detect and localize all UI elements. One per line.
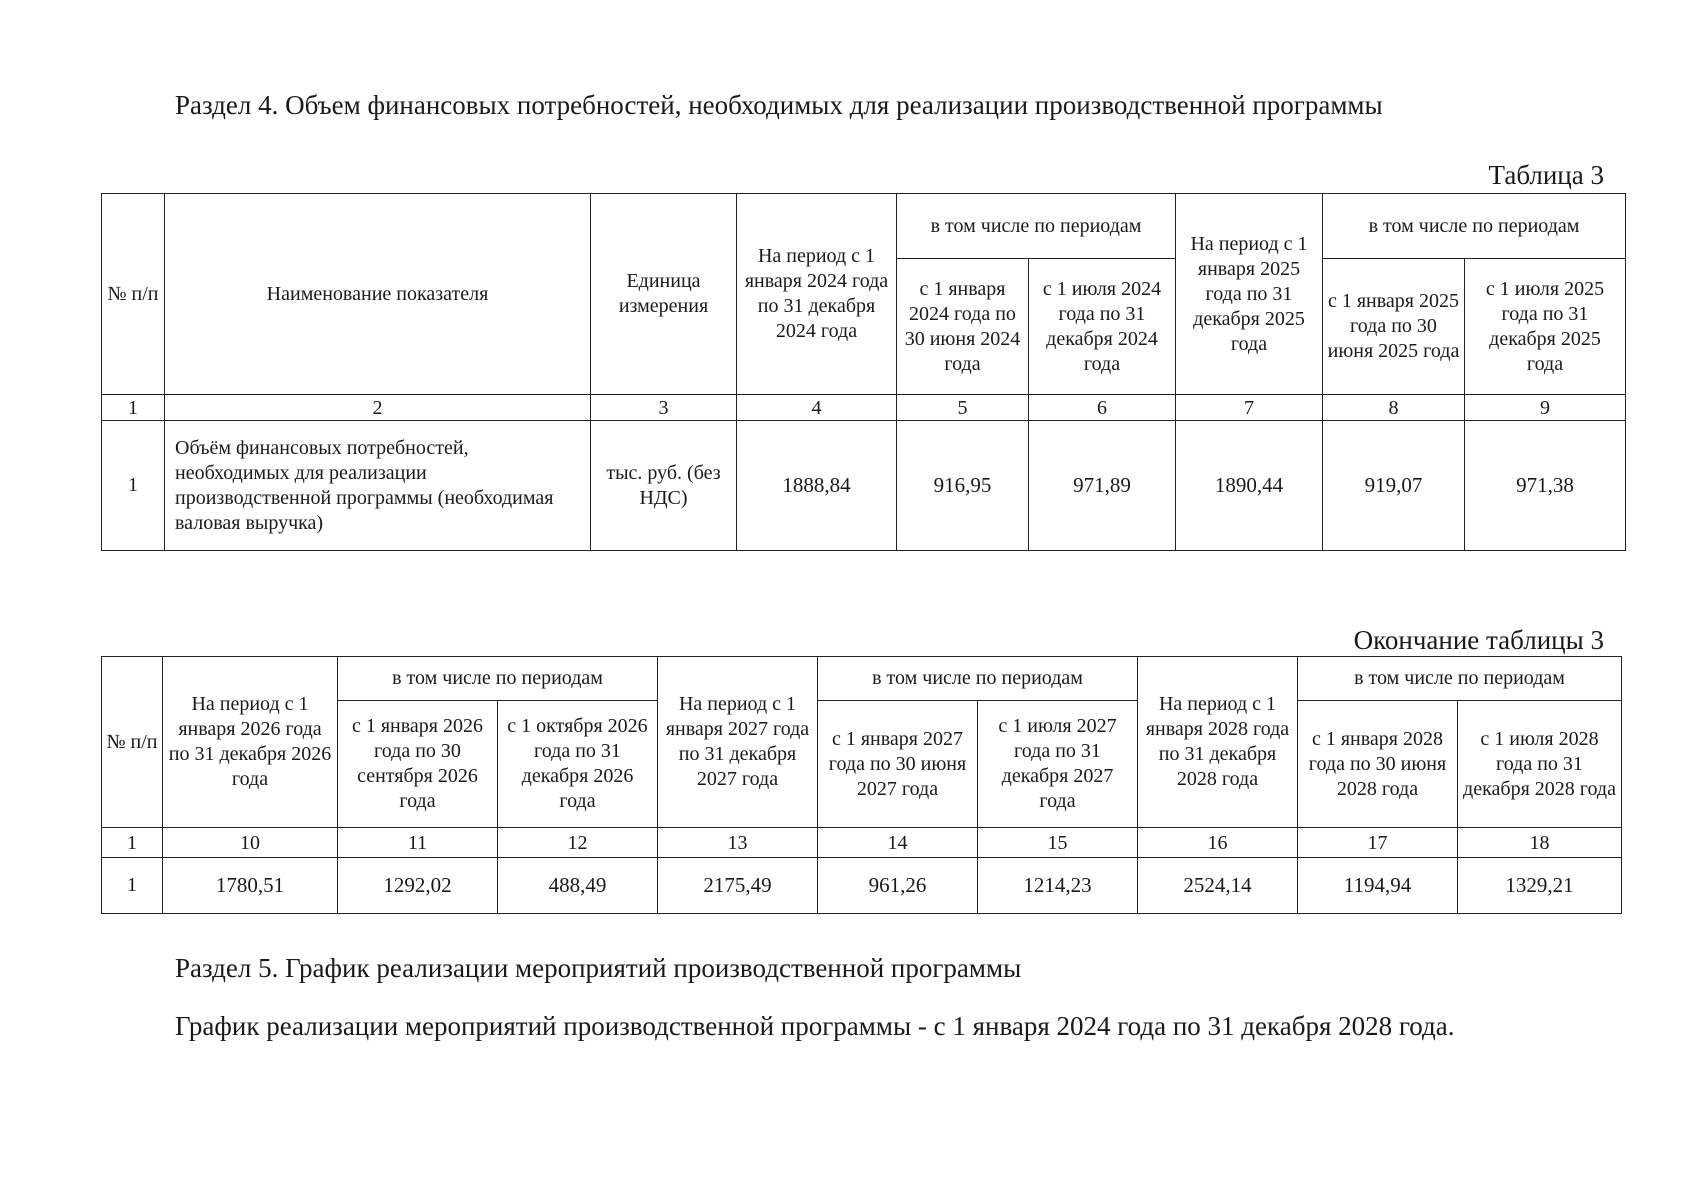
header-num: № п/п — [102, 194, 165, 395]
row-num: 1 — [102, 858, 163, 914]
section-5-title: Раздел 5. График реализации мероприятий производственной программы — [175, 953, 1022, 983]
row-indicator-name: Объём финансовых потребностей, необходимых для реализации производственной программы (необходимая валовая выручка) — [165, 421, 591, 551]
financial-needs-table-end — [101, 656, 1622, 914]
value-period-2027: 2175,49 — [658, 858, 818, 914]
col-number: 14 — [818, 828, 978, 858]
header-num: № п/п — [102, 657, 163, 828]
col-number: 16 — [1138, 828, 1298, 858]
col-number: 6 — [1029, 395, 1176, 421]
value-period-2028: 2524,14 — [1138, 858, 1298, 914]
header-h1-2024: с 1 января 2024 года по 30 июня 2024 года — [897, 259, 1029, 395]
value-p1-2026: 1292,02 — [338, 858, 498, 914]
value-h2-2025: 971,38 — [1465, 421, 1626, 551]
header-h1-2027: с 1 января 2027 года по 30 июня 2027 года — [818, 701, 978, 828]
col-number: 3 — [591, 395, 737, 421]
section-5-text: График реализации мероприятий производственной программы - с 1 января 2024 года по 31 декабря 2028 года. — [175, 1011, 1455, 1041]
header-including-periods: в том числе по периодам — [338, 657, 658, 701]
value-h1-2025: 919,07 — [1323, 421, 1465, 551]
header-including-periods: в том числе по периодам — [1323, 194, 1626, 259]
header-period-2028: На период с 1 января 2028 года по 31 декабря 2028 года — [1138, 657, 1298, 828]
col-number: 9 — [1465, 395, 1626, 421]
col-number: 1 — [102, 828, 163, 858]
header-p1-2026: с 1 января 2026 года по 30 сентября 2026 года — [338, 701, 498, 828]
value-h2-2028: 1329,21 — [1458, 858, 1622, 914]
header-period-2025: На период с 1 января 2025 года по 31 декабря 2025 года — [1176, 194, 1323, 395]
col-number: 17 — [1298, 828, 1458, 858]
financial-needs-table — [101, 193, 1626, 551]
header-period-2026: На период с 1 января 2026 года по 31 декабря 2026 года — [163, 657, 338, 828]
col-number: 11 — [338, 828, 498, 858]
row-unit: тыс. руб. (без НДС) — [591, 421, 737, 551]
header-h2-2027: с 1 июля 2027 года по 31 декабря 2027 года — [978, 701, 1138, 828]
value-period-2026: 1780,51 — [163, 858, 338, 914]
header-indicator-name: Наименование показателя — [165, 194, 591, 395]
header-including-periods: в том числе по периодам — [897, 194, 1176, 259]
header-h2-2024: с 1 июля 2024 года по 31 декабря 2024 года — [1029, 259, 1176, 395]
col-number: 8 — [1323, 395, 1465, 421]
header-h1-2028: с 1 января 2028 года по 30 июня 2028 года — [1298, 701, 1458, 828]
section-4-title: Раздел 4. Объем финансовых потребностей, необходимых для реализации производственной программы — [175, 90, 1383, 120]
header-unit: Единица измерения — [591, 194, 737, 395]
col-number: 18 — [1458, 828, 1622, 858]
header-period-2024: На период с 1 января 2024 года по 31 декабря 2024 года — [737, 194, 897, 395]
header-h2-2028: с 1 июля 2028 года по 31 декабря 2028 года — [1458, 701, 1622, 828]
col-number: 15 — [978, 828, 1138, 858]
col-number: 13 — [658, 828, 818, 858]
row-num: 1 — [102, 421, 165, 551]
col-number: 7 — [1176, 395, 1323, 421]
value-h1-2024: 916,95 — [897, 421, 1029, 551]
col-number: 1 — [102, 395, 165, 421]
table-3-label: Таблица 3 — [1488, 160, 1604, 190]
header-including-periods: в том числе по периодам — [1298, 657, 1622, 701]
table-row — [102, 858, 1622, 914]
col-number: 12 — [498, 828, 658, 858]
header-period-2027: На период с 1 января 2027 года по 31 декабря 2027 года — [658, 657, 818, 828]
header-including-periods: в том числе по периодам — [818, 657, 1138, 701]
col-number: 4 — [737, 395, 897, 421]
value-p2-2026: 488,49 — [498, 858, 658, 914]
table-3-end-label: Окончание таблицы 3 — [1353, 625, 1604, 655]
value-h2-2027: 1214,23 — [978, 858, 1138, 914]
value-period-2024: 1888,84 — [737, 421, 897, 551]
value-h1-2027: 961,26 — [818, 858, 978, 914]
table-row — [102, 421, 1626, 551]
col-number: 5 — [897, 395, 1029, 421]
header-h2-2025: с 1 июля 2025 года по 31 декабря 2025 года — [1465, 259, 1626, 395]
value-period-2025: 1890,44 — [1176, 421, 1323, 551]
header-p2-2026: с 1 октября 2026 года по 31 декабря 2026 года — [498, 701, 658, 828]
col-number: 2 — [165, 395, 591, 421]
value-h2-2024: 971,89 — [1029, 421, 1176, 551]
col-number: 10 — [163, 828, 338, 858]
header-h1-2025: с 1 января 2025 года по 30 июня 2025 года — [1323, 259, 1465, 395]
value-h1-2028: 1194,94 — [1298, 858, 1458, 914]
